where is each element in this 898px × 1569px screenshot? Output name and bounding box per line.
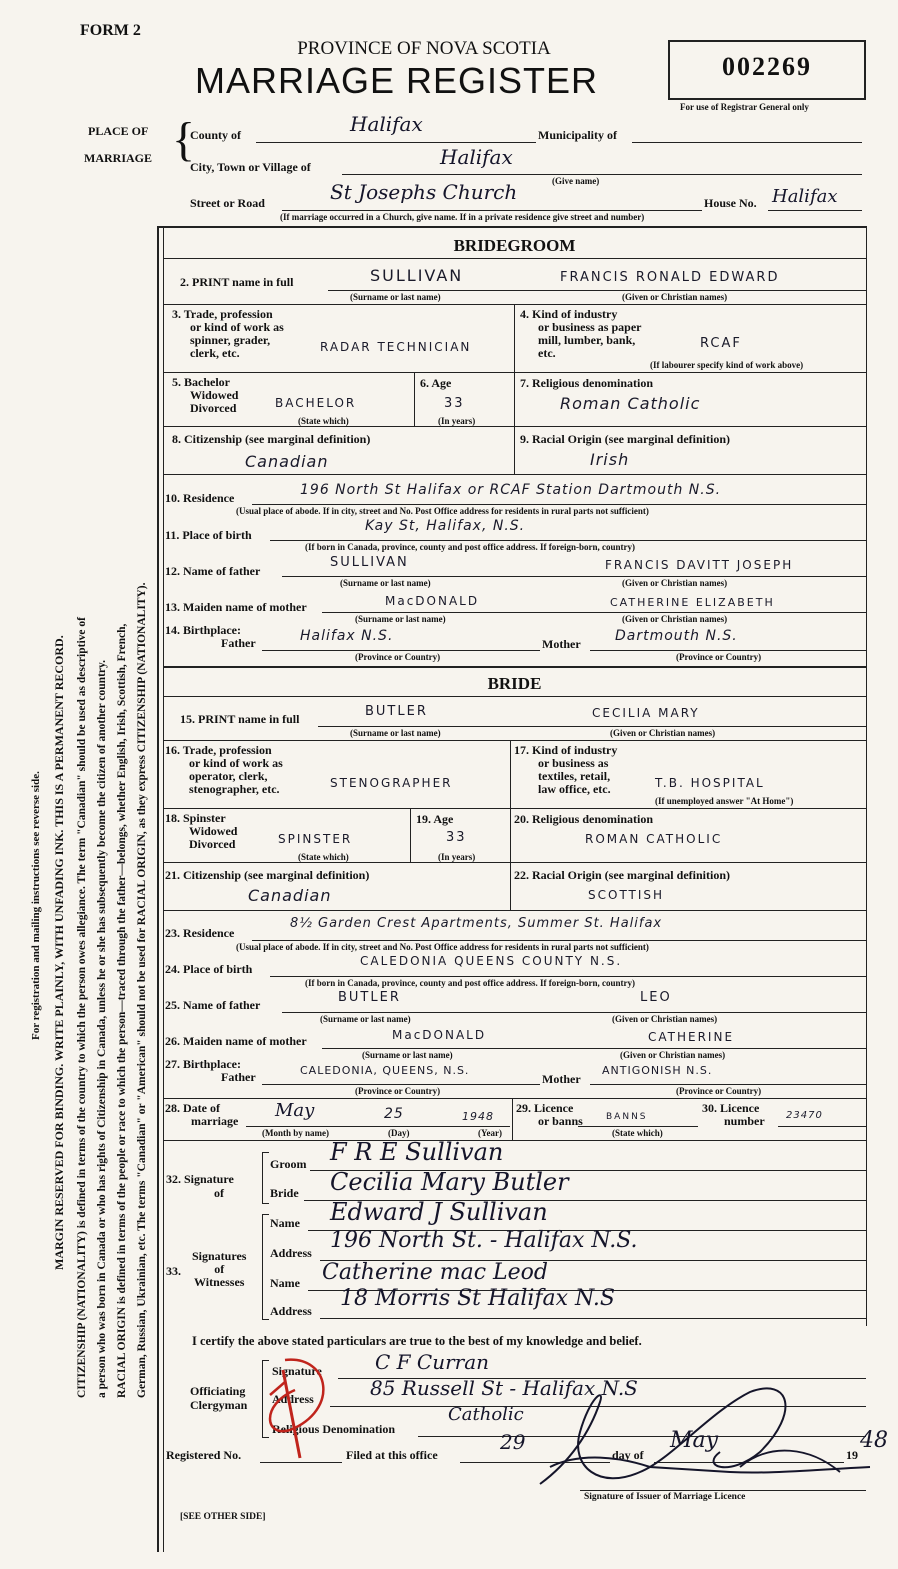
- groom-name-label: 2. PRINT name in full: [180, 275, 294, 289]
- registration-number-box: [668, 40, 866, 100]
- licence-label: 30. Licence number: [702, 1101, 765, 1128]
- page-title: MARRIAGE REGISTER: [195, 60, 599, 101]
- witness1-address: 196 North St. - Halifax N.S.: [330, 1228, 638, 1253]
- bride-given-note: (Given or Christian names): [610, 728, 716, 738]
- clergy-address-label: Address: [272, 1392, 314, 1406]
- bride-father-label: 25. Name of father: [165, 998, 261, 1012]
- bride-mother-bp-label: Mother: [542, 1072, 581, 1086]
- day-note: (Day): [388, 1128, 410, 1138]
- marriage-month: May: [275, 1100, 315, 1121]
- witness1-name: Edward J Sullivan: [330, 1198, 548, 1226]
- groom-surname-note: (Surname or last name): [350, 292, 441, 302]
- day-of-label: day of: [612, 1448, 644, 1462]
- witness2-address: 18 Morris St Halifax N.S: [340, 1286, 615, 1311]
- groom-trade-label: 3. Trade, profession or kind of work as spinner, grader, clerk, etc.: [172, 307, 284, 360]
- bride-surname: BUTLER: [365, 704, 428, 719]
- groom-status: BACHELOR: [275, 396, 357, 410]
- groom-status-note: (State which): [298, 416, 349, 426]
- groom-industry-note: (If labourer specify kind of work above): [650, 360, 804, 370]
- signature-label: 32. Signature of: [166, 1172, 234, 1200]
- w1-address-label: Address: [270, 1246, 312, 1260]
- clergy-address: 85 Russell St - Halifax N.S: [370, 1376, 638, 1400]
- clergy-label: Officiating Clergyman: [190, 1384, 248, 1412]
- bride-trade-label: 16. Trade, profession or kind of work as operator, clerk, stenographer, etc.: [165, 743, 283, 796]
- groom-mother-bp-label: Mother: [542, 637, 581, 651]
- groom-age-note: (In years): [438, 416, 476, 426]
- bride-mother-given: CATHERINE: [648, 1030, 735, 1044]
- bride-industry-label: 17. Kind of industry or business as textiles, retail, law office, etc.: [514, 743, 618, 796]
- groom-father-birthplace: Halifax N.S.: [300, 628, 394, 644]
- give-name-note: (Give name): [552, 176, 600, 186]
- filed-label: Filed at this office: [346, 1448, 438, 1462]
- groom-given: FRANCIS RONALD EDWARD: [560, 270, 780, 285]
- groom-father-surname-note: (Surname or last name): [340, 578, 431, 588]
- house-value: Halifax: [772, 186, 838, 207]
- w2-name-label: Name: [270, 1276, 300, 1290]
- section-bridegroom: BRIDEGROOM: [453, 236, 576, 255]
- month-note: (Month by name): [262, 1128, 329, 1138]
- groom-origin-label: 9. Racial Origin (see marginal definition): [520, 432, 730, 446]
- bracket-witnesses: [262, 1214, 269, 1320]
- licence-number: 23470: [786, 1110, 823, 1121]
- form-number: FORM 2: [80, 22, 141, 39]
- groom-residence-label: 10. Residence: [165, 491, 235, 505]
- bride-origin-label: 22. Racial Origin (see marginal definition): [514, 868, 730, 882]
- bride-birthplace-note: (If born in Canada, province, county and post office address. If foreign-born, country): [305, 978, 636, 988]
- w2-address-label: Address: [270, 1304, 312, 1318]
- witness-number: 33.: [166, 1264, 181, 1278]
- bride-status-note: (State which): [298, 852, 349, 862]
- marriage-date-label: 28. Date of marriage: [165, 1101, 239, 1128]
- bride-given: CECILIA MARY: [592, 706, 700, 720]
- groom-father-label: 12. Name of father: [165, 564, 261, 578]
- groom-birthplace-note: (If born in Canada, province, county and post office address. If foreign-born, country): [305, 542, 636, 552]
- bride-religion: ROMAN CATHOLIC: [585, 832, 723, 846]
- bride-father-given: LEO: [640, 990, 672, 1005]
- groom-residence: 196 North St Halifax or RCAF Station Dartmouth N.S.: [300, 482, 722, 498]
- place-note: (If marriage occurred in a Church, give name. If in a private residence give street and number): [280, 212, 645, 222]
- registration-number: 002269: [722, 52, 812, 81]
- bride-religion-label: 20. Religious denomination: [514, 812, 654, 826]
- bride-mother-label: 26. Maiden name of mother: [165, 1034, 307, 1048]
- groom-industry-label: 4. Kind of industry or business as paper mill, lumber, bank, etc.: [520, 307, 642, 360]
- bride-mother-surname-note: (Surname or last name): [362, 1050, 453, 1060]
- groom-mother-label: 13. Maiden name of mother: [165, 600, 307, 614]
- bride-trade: STENOGRAPHER: [330, 776, 453, 790]
- groom-origin: Irish: [590, 450, 630, 469]
- clergy-signature-label: Signature: [272, 1364, 322, 1378]
- groom-father-prov-note: (Province or Country): [355, 652, 441, 662]
- bride-status-label: 18. Spinster Widowed Divorced: [165, 811, 238, 851]
- bride-age-label: 19. Age: [416, 812, 454, 826]
- filed-month: May: [670, 1428, 719, 1453]
- bride-mother-birthplace: ANTIGONISH N.S.: [602, 1064, 713, 1077]
- city-value: Halifax: [440, 145, 513, 169]
- margin-instructions: For registration and mailing instructions see reverse side.: [30, 771, 42, 1040]
- bride-status: SPINSTER: [278, 832, 353, 846]
- filed-year: 48: [860, 1428, 888, 1453]
- bride-father-given-note: (Given or Christian names): [612, 1014, 718, 1024]
- issuer-signature-icon: [510, 1372, 890, 1502]
- house-label: House No.: [704, 196, 757, 210]
- county-label: County of: [190, 128, 242, 142]
- groom-citizenship-label: 8. Citizenship (see marginal definition): [172, 432, 371, 446]
- bride-surname-note: (Surname or last name): [350, 728, 441, 738]
- marriage-year: 1948: [462, 1110, 494, 1123]
- bride-citizenship-label: 21. Citizenship (see marginal definition): [165, 868, 370, 882]
- section-bride: BRIDE: [487, 674, 542, 693]
- bride-father-surname-note: (Surname or last name): [320, 1014, 411, 1024]
- province-title: PROVINCE OF NOVA SCOTIA: [297, 38, 551, 59]
- brace: {: [172, 113, 196, 166]
- groom-mother-surname-note: (Surname or last name): [355, 614, 446, 624]
- margin-citizenship-a: CITIZENSHIP (NATIONALITY) is defined in terms of the country to which the person owes allegiance. The term "Canadian" should be used as descriptive of: [76, 617, 88, 1398]
- bride-residence-label: 23. Residence: [165, 926, 235, 940]
- municipality-label: Municipality of: [538, 128, 618, 142]
- bride-age: 33: [446, 830, 467, 845]
- bride-residence: 8½ Garden Crest Apartments, Summer St. Halifax: [290, 916, 663, 931]
- groom-residence-note: (Usual place of abode. If in city, street and No. Post Office address for residents in rural parts not sufficient): [236, 506, 649, 516]
- margin-racial-a: RACIAL ORIGIN is defined in terms of the people or race to which the person—traced through the father—belongs, whether English, Irish, Scottish, French,: [116, 623, 128, 1398]
- groom-trade: RADAR TECHNICIAN: [320, 340, 472, 354]
- bride-father-surname: BUTLER: [338, 990, 401, 1005]
- groom-mother-birthplace: Dartmouth N.S.: [615, 628, 738, 644]
- groom-mother-given: CATHERINE ELIZABETH: [610, 596, 775, 609]
- place-label-a: PLACE OF: [88, 124, 149, 138]
- bride-mother-surname: MacDONALD: [392, 1028, 487, 1042]
- bride-origin: SCOTTISH: [588, 888, 665, 902]
- groom-mother-given-note: (Given or Christian names): [622, 614, 728, 624]
- city-label: City, Town or Village of: [190, 160, 311, 174]
- groom-sig-label: Groom: [270, 1157, 307, 1171]
- groom-given-note: (Given or Christian names): [622, 292, 728, 302]
- street-value: St Josephs Church: [330, 180, 518, 204]
- clergy-signature: C F Curran: [375, 1350, 490, 1374]
- groom-age: 33: [444, 396, 465, 411]
- clergy-denomination: Catholic: [448, 1404, 524, 1425]
- place-label-b: MARRIAGE: [84, 151, 152, 165]
- margin-racial-b: German, Russian, Ukrainian, etc. The terms "Canadian" or "American" should not be used for RACIAL ORIGIN, as they express CITIZENSHIP (NATIONALITY).: [136, 582, 148, 1398]
- groom-citizenship: Canadian: [245, 452, 329, 471]
- street-label: Street or Road: [190, 196, 265, 210]
- bride-mother-given-note: (Given or Christian names): [620, 1050, 726, 1060]
- bride-name-label: 15. PRINT name in full: [180, 712, 300, 726]
- banns-value: BANNS: [606, 1112, 648, 1122]
- filed-day: 29: [500, 1430, 526, 1454]
- groom-mother-prov-note: (Province or Country): [676, 652, 762, 662]
- registered-label: Registered No.: [166, 1448, 242, 1462]
- witness-label: Signatures of Witnesses: [192, 1249, 247, 1289]
- banns-note: (State which): [612, 1128, 663, 1138]
- groom-parents-birthplace-label: 14. Birthplace: Father: [165, 623, 256, 650]
- groom-birthplace: Kay St, Halifax, N.S.: [365, 518, 526, 534]
- year-note: (Year): [478, 1128, 502, 1138]
- bride-sig-label: Bride: [270, 1186, 299, 1200]
- bracket-signatures: [262, 1152, 269, 1204]
- issuer-label: Signature of Issuer of Marriage Licence: [584, 1492, 746, 1502]
- groom-mother-surname: MacDONALD: [385, 594, 480, 608]
- groom-father-surname: SULLIVAN: [330, 555, 409, 570]
- margin-citizenship-b: a person who was born in Canada or who has rights of Citizenship in Canada, unless he or she has subsequently become the citizen of another country.: [96, 659, 108, 1398]
- red-mark-icon: [245, 1350, 345, 1462]
- bride-father-birthplace: CALEDONIA, QUEENS, N.S.: [300, 1064, 470, 1077]
- groom-signature: F R E Sullivan: [330, 1138, 504, 1166]
- filed-year-prefix: 19: [846, 1448, 858, 1462]
- groom-age-label: 6. Age: [420, 376, 452, 390]
- groom-status-label: 5. Bachelor Widowed Divorced: [172, 375, 239, 415]
- bride-parents-birthplace-label: 27. Birthplace: Father: [165, 1057, 256, 1084]
- denomination-label: Religious Denomination: [272, 1422, 396, 1436]
- county-value: Halifax: [350, 112, 423, 136]
- banns-label: 29. Licence or banns: [516, 1101, 583, 1128]
- groom-religion: Roman Catholic: [560, 394, 701, 413]
- groom-surname: SULLIVAN: [370, 266, 464, 285]
- bride-industry: T.B. HOSPITAL: [655, 776, 765, 790]
- groom-industry: RCAF: [700, 336, 742, 351]
- registrar-note: For use of Registrar General only: [680, 102, 809, 112]
- groom-religion-label: 7. Religious denomination: [520, 376, 654, 390]
- marriage-day: 25: [384, 1106, 404, 1122]
- groom-father-given: FRANCIS DAVITT JOSEPH: [605, 558, 794, 572]
- bride-father-prov-note: (Province or Country): [355, 1086, 441, 1096]
- w1-name-label: Name: [270, 1216, 300, 1230]
- bride-signature: Cecilia Mary Butler: [330, 1168, 569, 1196]
- bride-citizenship: Canadian: [248, 886, 332, 905]
- margin-warning: MARGIN RESERVED FOR BINDING. WRITE PLAINLY, WITH UNFADING INK. THIS IS A PERMANENT RECORD.: [52, 635, 66, 1270]
- certification-text: I certify the above stated particulars are true to the best of my knowledge and belief.: [192, 1334, 642, 1348]
- bride-age-note: (In years): [438, 852, 476, 862]
- groom-birthplace-label: 11. Place of birth: [165, 528, 252, 542]
- bride-mother-prov-note: (Province or Country): [676, 1086, 762, 1096]
- bride-residence-note: (Usual place of abode. If in city, street and No. Post Office address for residents in rural parts not sufficient): [236, 942, 649, 952]
- witness2-name: Catherine mac Leod: [322, 1260, 548, 1285]
- see-other-side: [SEE OTHER SIDE]: [180, 1512, 266, 1522]
- bride-industry-note: (If unemployed answer "At Home"): [655, 796, 794, 806]
- groom-father-given-note: (Given or Christian names): [622, 578, 728, 588]
- bride-birthplace-label: 24. Place of birth: [165, 962, 253, 976]
- bride-birthplace: CALEDONIA QUEENS COUNTY N.S.: [360, 954, 623, 968]
